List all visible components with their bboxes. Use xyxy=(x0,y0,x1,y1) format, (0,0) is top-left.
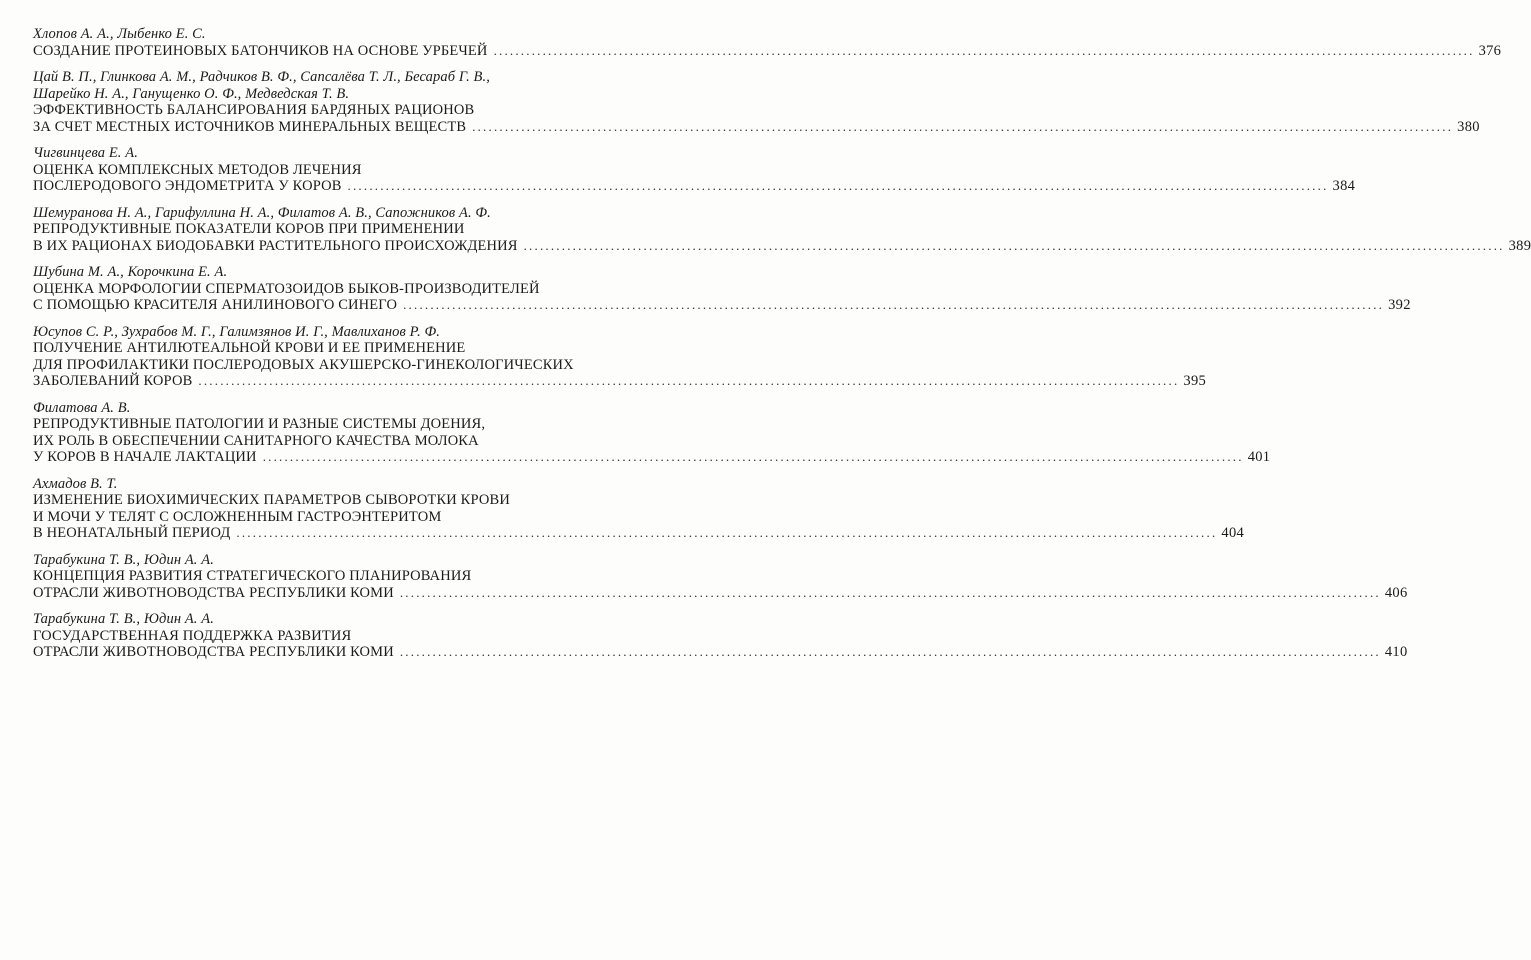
toc-entry xyxy=(33,551,1408,602)
entry-authors: Филатова А. В. xyxy=(33,399,131,416)
entry-title-line: КОНЦЕПЦИЯ РАЗВИТИЯ СТРАТЕГИЧЕСКОГО ПЛАНИРОВАНИЯ xyxy=(33,568,472,584)
toc-entry xyxy=(33,611,1408,661)
page-number: 395 xyxy=(1183,373,1207,389)
entry-title-last-row xyxy=(33,42,1502,60)
page-number: 380 xyxy=(1457,118,1480,135)
entry-title-line: И МОЧИ У ТЕЛЯТ С ОСЛОЖНЕННЫМ ГАСТРОЭНТЕРИТОМ xyxy=(33,508,442,525)
page-number: 406 xyxy=(1384,584,1408,601)
entry-authors: Шемуранова Н. А., Гарифуллина Н. А., Филатов А. В., Сапожников А. Ф. xyxy=(33,204,491,221)
dot-leader: .................................................................................................................................................................................... xyxy=(262,449,1244,464)
entry-title-last-row xyxy=(33,584,1408,602)
dot-leader: .................................................................................................................................................................................... xyxy=(403,297,1385,312)
entry-authors: Хлопов А. А., Лыбенко Е. С. xyxy=(33,26,206,42)
page-number: 404 xyxy=(1221,525,1245,541)
entry-title-line: В ИХ РАЦИОНАХ БИОДОБАВКИ РАСТИТЕЛЬНОГО ПРОИСХОЖДЕНИЯ xyxy=(33,237,518,254)
toc-entry xyxy=(33,69,1480,135)
entry-title-line: ЭФФЕКТИВНОСТЬ БАЛАНСИРОВАНИЯ БАРДЯНЫХ РАЦИОНОВ xyxy=(33,102,475,118)
entry-title-line: ДЛЯ ПРОФИЛАКТИКИ ПОСЛЕРОДОВЫХ АКУШЕРСКО-ГИНЕКОЛОГИЧЕСКИХ xyxy=(33,356,574,373)
entry-title-line: ОЦЕНКА КОМПЛЕКСНЫХ МЕТОДОВ ЛЕЧЕНИЯ xyxy=(33,161,362,178)
page-number: 384 xyxy=(1332,178,1356,194)
entry-title-line: ОТРАСЛИ ЖИВОТНОВОДСТВА РЕСПУБЛИКИ КОМИ xyxy=(33,584,394,601)
dot-leader: .................................................................................................................................................................................... xyxy=(198,373,1180,388)
page-number: 376 xyxy=(1478,42,1502,59)
entry-title-last-row xyxy=(33,373,1207,390)
dot-leader: .................................................................................................................................................................................... xyxy=(523,237,1505,253)
entry-authors: Ахмадов В. Т. xyxy=(33,475,118,492)
entry-title-line: ЗА СЧЕТ МЕСТНЫХ ИСТОЧНИКОВ МИНЕРАЛЬНЫХ ВЕЩЕСТВ xyxy=(33,118,467,135)
page-number: 410 xyxy=(1384,644,1408,660)
toc-entry xyxy=(33,323,1207,390)
entry-title-last-row xyxy=(33,118,1480,136)
entry-title-line: РЕПРОДУКТИВНЫЕ ПОКАЗАТЕЛИ КОРОВ ПРИ ПРИМЕНЕНИИ xyxy=(33,221,465,237)
dot-leader: .................................................................................................................................................................................... xyxy=(347,178,1329,193)
entry-authors: Чигвинцева Е. А. xyxy=(33,145,138,161)
entry-title-last-row xyxy=(33,644,1408,661)
toc-entry xyxy=(33,264,1411,314)
entry-title-last-row xyxy=(33,178,1356,195)
entry-title-line: У КОРОВ В НАЧАЛЕ ЛАКТАЦИИ xyxy=(33,449,257,465)
toc-entry xyxy=(33,204,1531,255)
dot-leader: .................................................................................................................................................................................... xyxy=(399,584,1381,600)
entry-authors: Тарабукина Т. В., Юдин А. А. xyxy=(33,611,214,627)
entry-title-line: В НЕОНАТАЛЬНЫЙ ПЕРИОД xyxy=(33,525,231,541)
entry-title-line: ИЗМЕНЕНИЕ БИОХИМИЧЕСКИХ ПАРАМЕТРОВ СЫВОРОТКИ КРОВИ xyxy=(33,492,510,508)
entry-title-line: ОЦЕНКА МОРФОЛОГИИ СПЕРМАТОЗОИДОВ БЫКОВ-ПРОИЗВОДИТЕЛЕЙ xyxy=(33,280,540,297)
entry-title-line: ЗАБОЛЕВАНИЙ КОРОВ xyxy=(33,373,193,389)
entry-title-line: С ПОМОЩЬЮ КРАСИТЕЛЯ АНИЛИНОВОГО СИНЕГО xyxy=(33,297,398,313)
page-number: 389 xyxy=(1508,237,1531,254)
toc-entries xyxy=(33,26,1531,661)
entry-title-line: ИХ РОЛЬ В ОБЕСПЕЧЕНИИ САНИТАРНОГО КАЧЕСТВА МОЛОКА xyxy=(33,432,479,449)
entry-title-line: ОТРАСЛИ ЖИВОТНОВОДСТВА РЕСПУБЛИКИ КОМИ xyxy=(33,644,394,660)
dot-leader: .................................................................................................................................................................................... xyxy=(399,644,1381,659)
toc-entry xyxy=(33,475,1245,542)
entry-title-last-row xyxy=(33,237,1531,255)
toc-entry xyxy=(33,145,1356,195)
dot-leader: .................................................................................................................................................................................... xyxy=(236,525,1218,540)
toc-entry xyxy=(33,26,1502,59)
entry-authors: Цай В. П., Глинкова А. М., Радчиков В. Ф., Сапсалёва Т. Л., Бесараб Г. В., xyxy=(33,69,490,85)
page-number: 392 xyxy=(1388,297,1411,313)
page-number: 401 xyxy=(1247,449,1271,465)
entry-title-line: СОЗДАНИЕ ПРОТЕИНОВЫХ БАТОНЧИКОВ НА ОСНОВЕ УРБЕЧЕЙ xyxy=(33,42,488,59)
entry-title-last-row xyxy=(33,449,1271,466)
entry-title-line: ПОЛУЧЕНИЕ АНТИЛЮТЕАЛЬНОЙ КРОВИ И ЕЕ ПРИМЕНЕНИЕ xyxy=(33,340,466,356)
entry-title-line: ГОСУДАРСТВЕННАЯ ПОДДЕРЖКА РАЗВИТИЯ xyxy=(33,627,352,644)
dot-leader: .................................................................................................................................................................................... xyxy=(472,118,1454,134)
dot-leader: .................................................................................................................................................................................... xyxy=(493,42,1475,58)
entry-title-last-row xyxy=(33,297,1411,314)
toc-entry xyxy=(33,399,1271,466)
entry-title-line: РЕПРОДУКТИВНЫЕ ПАТОЛОГИИ И РАЗНЫЕ СИСТЕМЫ ДОЕНИЯ, xyxy=(33,416,486,432)
entry-title-last-row xyxy=(33,525,1245,542)
entry-authors: Юсупов С. Р., Зухрабов М. Г., Галимзянов И. Г., Мавлиханов Р. Ф. xyxy=(33,323,441,340)
entry-authors: Тарабукина Т. В., Юдин А. А. xyxy=(33,551,214,568)
entry-title-line: ПОСЛЕРОДОВОГО ЭНДОМЕТРИТА У КОРОВ xyxy=(33,178,342,194)
entry-authors: Шубина М. А., Корочкина Е. А. xyxy=(33,264,228,280)
entry-authors: Шарейко Н. А., Ганущенко О. Ф., Медведская Т. В. xyxy=(33,85,350,102)
